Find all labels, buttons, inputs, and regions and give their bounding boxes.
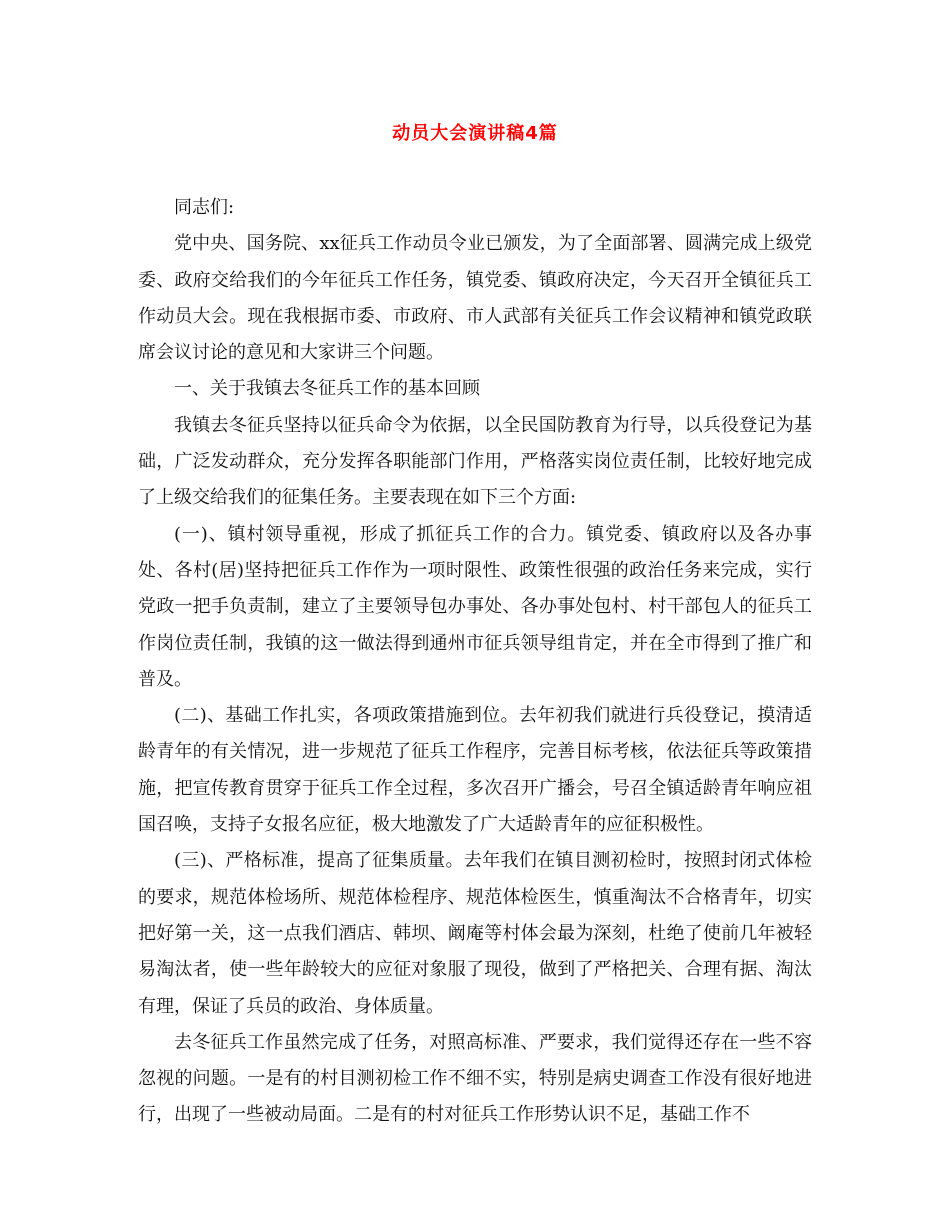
paragraph-problems: 去冬征兵工作虽然完成了任务，对照高标准、严要求，我们觉得还存在一些不容忽视的问题。一是有的村目测初检工作不细不实，特别是病史调查工作没有很好地进行，出现了一些被动局面。二是有的村对征兵工作形势认识不足，基础工作不 [138, 1031, 812, 1126]
paragraph-review: 我镇去冬征兵坚持以征兵命令为依据，以全民国防教育为行导，以兵役登记为基础，广泛发动群众，充分发挥各职能部门作用，严格落实岗位责任制，比较好地完成了上级交给我们的征集任务。主要表现在如下三个方面: [138, 414, 812, 509]
paragraph-point-3: (三)、严格标准，提高了征集质量。去年我们在镇目测初检时，按照封闭式体检的要求，规范体检场所、规范体检程序、规范体检医生，慎重淘汰不合格青年，切实把好第一关，这一点我们酒店、韩坝、阚庵等村体会最为深刻，杜绝了使前几年被轻易淘汰者，使一些年龄较大的应征对象服了现役，做到了严格把关、合理有据、淘汰有理，保证了兵员的政治、身体质量。 [138, 850, 812, 1017]
section-heading-1: 一、关于我镇去冬征兵工作的基本回顾 [174, 378, 480, 400]
paragraph-point-1: (一)、镇村领导重视，形成了抓征兵工作的合力。镇党委、镇政府以及各办事处、各村(居)坚持把征兵工作作为一项时限性、政策性很强的政治任务来完成，实行党政一把手负责制，建立了主要领导包办事处、各办事处包村、村干部包人的征兵工作岗位责任制，我镇的这一做法得到通州市征兵领导组肯定，并在全市得到了推广和普及。 [138, 523, 812, 690]
document-title: 动员大会演讲稿4篇 [392, 123, 558, 144]
paragraph-intro: 党中央、国务院、xx征兵工作动员令业已颁发，为了全面部署、圆满完成上级党委、政府交给我们的今年征兵工作任务，镇党委、镇政府决定，今天召开全镇征兵工作动员大会。现在我根据市委、市政府、市人武部有关征兵工作会议精神和镇党政联席会议讨论的意见和大家讲三个问题。 [138, 233, 812, 364]
paragraph-point-2: (二)、基础工作扎实，各项政策措施到位。去年初我们就进行兵役登记，摸清适龄青年的有关情况，进一步规范了征兵工作程序，完善目标考核，依法征兵等政策措施，把宣传教育贯穿于征兵工作全过程，多次召开广播会，号召全镇适龄青年响应祖国召唤，支持子女报名应征，极大地激发了广大适龄青年的应征积极性。 [138, 705, 812, 836]
paragraph-salutation: 同志们: [174, 197, 235, 218]
document-body [138, 190, 812, 1134]
